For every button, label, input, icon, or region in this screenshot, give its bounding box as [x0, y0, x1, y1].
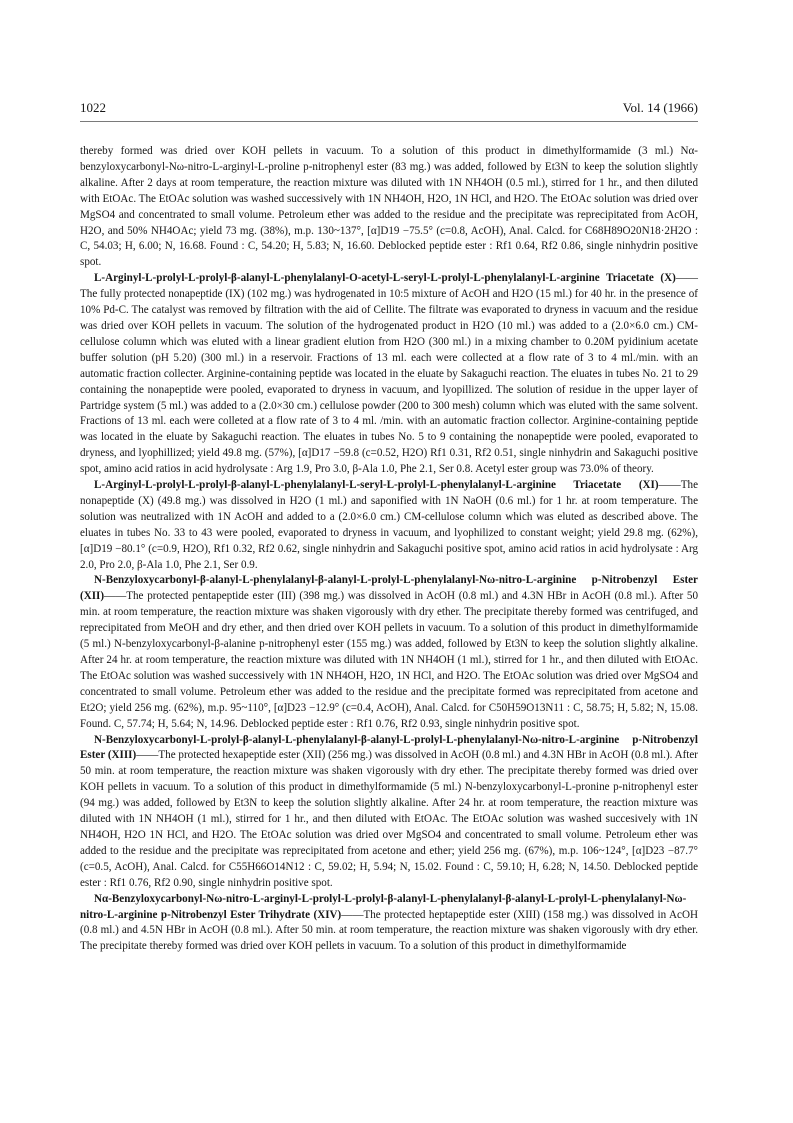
- compound-title: Nα-Benzyloxycarbonyl-Nω-nitro-L-arginyl-L-prolyl-L-prolyl-β-alanyl-L-phenylalanyl-β-alanyl-L-prolyl-L-phenylalanyl-Nω-nitro-L-arginine p-Nitrobenzyl Ester Trihydrate (XIV): [80, 892, 687, 921]
- journal-page: [80, 100, 698, 955]
- paragraph-compound-xiv: [80, 892, 698, 956]
- compound-title: L-Arginyl-L-prolyl-L-prolyl-β-alanyl-L-phenylalanyl-O-acetyl-L-seryl-L-prolyl-L-phenylalanyl-L-arginine Triacetate (X): [94, 272, 676, 285]
- paragraph-text: ——The protected heptapeptide ester (XIII) (158 mg.) was dissolved in AcOH (0.8 ml.) and 4.5N HBr in AcOH (0.8 ml.). After 50 min. at room temperature, the reaction mixture was shaken vigorously with dry ether. The precipitate thereby formed was dried over KOH pellets in vacuum. To a solution of this product in dimethylformamide: [80, 908, 698, 953]
- paragraph-text: ——The protected hexapeptide ester (XII) (256 mg.) was dissolved in AcOH (0.8 ml.) and 4.3N HBr in AcOH (0.8 ml.). After 50 min. at room temperature, the reaction mixture was shaken vigorously with dry ether. The precipitate thereby formed was dried over KOH pellets in vacuum. To a solution of this product in dimethylformamide (5 ml.) N-benzyloxycarbonyl-L-pronine p-nitrophenyl ester (94 mg.) was added, followed by Et3N to keep the solution slightly alkaline. After 24 hr. at room temperature, the reaction mixture was diluted with 1N NH4OH (1 ml.), stirred for 1 hr., and then diluted with EtOAc. The EtOAc solution was washed succesively with 1N NH4OH, H2O 1N HCl, and H2O. The EtOAc solution was dried over MgSO4 and concentrated to small volume. Petroleum ether was added to the residue and the precipitate was reprecipitated from acetone and ether; yield 256 mg. (67%), m.p. 106~124°, [α]D23 −87.7° (c=0.5, AcOH), Anal. Calcd. for C55H66O14N12 : C, 59.02; H, 5.94; N, 15.02. Found : C, 59.10; H, 6.28; N, 14.50. Deblocked peptide ester : Rf1 0.76, Rf2 0.90, single ninhydrin positive spot.: [80, 749, 698, 889]
- page-number: 1022: [80, 100, 106, 115]
- paragraph-text: ——The protected pentapeptide ester (III) (398 mg.) was dissolved in AcOH (0.8 ml.) and 4.3N HBr in AcOH (0.8 ml.). After 50 min. at room temperature, the reaction mixture was shaken vigorously with dry ether. The precipitate thereby formed was centrifuged, and reprecipitated from MeOH and dry ether, and then dried over KOH pellets in vacuum. To a solution of this product in dimethylformamide (5 ml.) N-benzyloxycarbonyl-β-alanine p-nitrophenyl ester (155 mg.) was added, followed by Et3N to keep the solution slightly alkaline. After 24 hr. at room temperature, the reaction mixture was diluted with 1N NH4OH (1 ml.), stirred for 1 hr., and then diluted with EtOAc. The EtOAc solution was washed successively with 1N NH4OH, H2O, 1N HCl, and H2O. The EtOAc solution was dried over MgSO4 and concentrated to small volume. Petroleum ether was added to the residue and the precipitate formed was reprecipitated from acetone and Et2O; yield 256 mg. (62%), m.p. 95~110°, [α]D23 −12.9° (c=0.4, AcOH), Anal. Calcd. for C50H59O13N11 : C, 58.75; H, 5.82; N, 15.08. Found. C, 57.74; H, 5.64; N, 14.96. Deblocked peptide ester : Rf1 0.76, Rf2 0.93, single ninhydrin positive spot.: [80, 590, 698, 730]
- compound-title: L-Arginyl-L-prolyl-L-prolyl-β-alanyl-L-phenylalanyl-L-seryl-L-prolyl-L-phenylalanyl-L-arginine Triacetate (XI): [94, 479, 659, 492]
- compound-title: N-Benzyloxycarbonyl-L-prolyl-β-alanyl-L-phenylalanyl-β-alanyl-L-prolyl-L-phenylalanyl-Nω-nitro-L-arginine p-Nitrobenzyl Ester (XIII): [80, 733, 698, 762]
- paragraph-compound-xi: [80, 478, 698, 573]
- paragraph-compound-xiii: [80, 733, 698, 892]
- journal-volume: Vol. 14 (1966): [622, 100, 698, 115]
- compound-title: N-Benzyloxycarbonyl-β-alanyl-L-phenylalanyl-β-alanyl-L-prolyl-L-phenylalanyl-Nω-nitro-L-arginine p-Nitrobenzyl Ester (XII): [80, 574, 698, 603]
- paragraph-text: thereby formed was dried over KOH pellets in vacuum. To a solution of this product in dimethylformamide (3 ml.) Nα-benzyloxycarbonyl-Nω-nitro-L-arginyl-L-proline p-nitrophenyl ester (83 mg.) was added, followed by Et3N to keep the solution slightly alkaline. After 2 days at room temperature, the reaction mixture was diluted with 1N NH4OH (0.5 ml.), stirred for 1 hr., and then diluted with EtOAc. The EtOAc solution was washed successively with 1N NH4OH, H2O, 1N HCl, and H2O. The EtOAc solution was dried over MgSO4 and concentrated to small volume. Petroleum ether was added to the residue and the precipitate was reprecipitated from AcOH, H2O, and 50% NH4OAc; yield 73 mg. (38%), m.p. 130~137°, [α]D19 −75.5° (c=0.8, AcOH), Anal. Calcd. for C68H89O20N18·2H2O : C, 54.03; H, 6.00; N, 16.68. Found : C, 54.20; H, 5.83; N, 16.60. Deblocked peptide ester : Rf1 0.64, Rf2 0.86, single ninhydrin positive spot.: [80, 145, 698, 269]
- paragraph-continuation: [80, 144, 698, 271]
- paragraph-compound-xii: [80, 573, 698, 732]
- page-header: [80, 100, 698, 122]
- paragraph-compound-x: [80, 271, 698, 478]
- paragraph-text: ——The fully protected nonapeptide (IX) (102 mg.) was hydrogenated in 10:5 mixture of AcOH and H2O (15 ml.) for 40 hr. in the presence of 10% Pd-C. The catalyst was removed by filtration with the aid of Cellite. The filtrate was evaporated to dryness in vacuum and the residue was dried over KOH pellets in vacuum. The solution of the hydrogenated product in H2O (10 ml.) was added to a (2.0×6.0 cm.) CM-cellulose column which was eluted with a linear gradient elution from H2O (300 ml.) in a mixing chamber to 0.20M pyidinium acetate buffer solution (pH 5.20) (300 ml.) in a reservoir. Fractions of 13 ml. each were collected at a flow rate of 3 to 4 ml./min. with an automatic fraction collecter. Arginine-containing peptide was located in the eluate by Sakaguchi reaction. The eluates in tubes No. 21 to 29 containing the nonapeptide were pooled, evaporated to dryness in vacuum, and lyopillized. The solution of residue in the upper layer of Partridge system (5 ml.) was added to a (2.0×30 cm.) cellulose powder (200 to 300 mesh) column which was eluted with the same solvent. Fractions of 13 ml. each were colleted at a flow rate of 3 to 4 ml. /min. with an automatic fraction collector. Arginine-containing peptide was located in the eluate by Sakaguchi reaction. The eluates in tubes No. 5 to 9 containing the nonapeptide were pooled, evaporated to dryness, and lyophillized; yield 49.8 mg. (57%), [α]D17 −59.8 (c=0.52, H2O) Rf1 0.31, Rf2 0.51, single ninhydrin and Sakaguchi positive spot, amino acid ratios in acid hydrolysate : Arg 1.9, Pro 3.0, β-Ala 1.0, Phe 2.1, Ser 0.8. Acetyl ester group was 73.0% of theory.: [80, 272, 698, 476]
- paragraph-text: ——The nonapeptide (X) (49.8 mg.) was dissolved in H2O (1 ml.) and saponified with 1N NaOH (0.6 ml.) for 1 hr. at room temperature. The solution was neutralized with 1N AcOH and added to a (2.0×6.0 cm.) CM-cellulose column which was eluted as described above. The eluates in tubes No. 33 to 43 were pooled, evaporated to dryness in vacuum, and lyophilized to constant weight; yield 29.8 mg. (62%), [α]D19 −80.1° (c=0.9, H2O), Rf1 0.32, Rf2 0.62, single ninhydrin and Sakaguchi positive spot, amino acid ratios in acid hydrolysate : Arg 2.0, Pro 2.0, β-Ala 1.0, Phe 2.1, Ser 0.9.: [80, 479, 698, 571]
